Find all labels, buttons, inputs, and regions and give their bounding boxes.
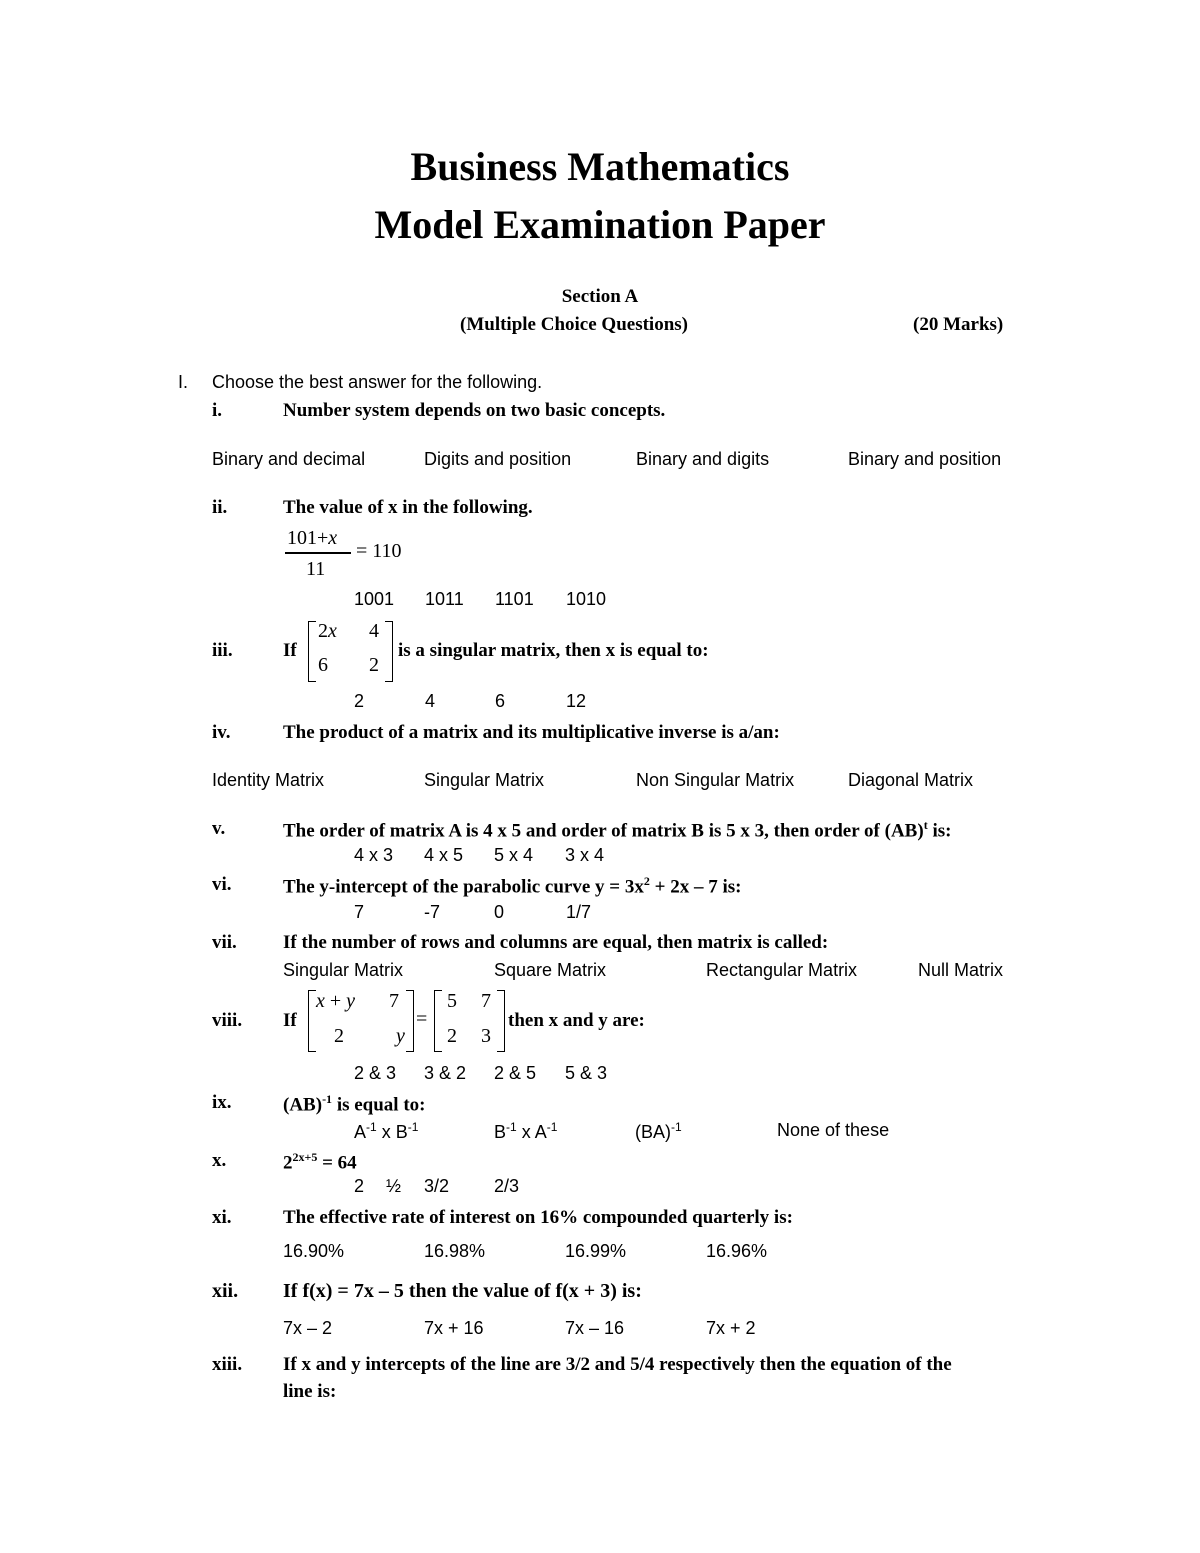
equals-sign: = bbox=[416, 1008, 428, 1030]
matrix-cell: 6 bbox=[318, 654, 328, 676]
question-prefix: If bbox=[283, 640, 297, 661]
option-mid: x A bbox=[516, 1122, 547, 1142]
matrix-right-bracket bbox=[497, 990, 505, 1052]
question-number: xi. bbox=[212, 1207, 232, 1228]
page-title-line1: Business Mathematics bbox=[410, 144, 790, 189]
option-base: A bbox=[354, 1122, 367, 1142]
question-text-main: The y-intercept of the parabolic curve y = 3x bbox=[283, 876, 644, 898]
question-text-end: = 64 bbox=[317, 1152, 357, 1174]
part-instruction: Choose the best answer for the following. bbox=[212, 372, 543, 392]
superscript: t bbox=[923, 818, 928, 832]
question-text-main: (AB) bbox=[283, 1094, 323, 1116]
option: Singular Matrix bbox=[283, 960, 404, 980]
option: 2 & 3 bbox=[354, 1063, 397, 1083]
question-number: i. bbox=[212, 400, 223, 421]
part-number: I. bbox=[178, 372, 189, 392]
option: Non Singular Matrix bbox=[636, 770, 795, 790]
option: 3 & 2 bbox=[424, 1063, 467, 1083]
option: 0 bbox=[494, 902, 505, 922]
page-title-line2: Model Examination Paper bbox=[374, 202, 826, 247]
fraction-denominator: 11 bbox=[306, 558, 326, 580]
option: 2/3 bbox=[494, 1176, 520, 1196]
option: 3 x 4 bbox=[565, 845, 605, 865]
option: Binary and decimal bbox=[212, 449, 366, 469]
matrix-cell bbox=[318, 620, 337, 643]
option: 16.90% bbox=[283, 1241, 345, 1261]
option bbox=[354, 1120, 418, 1143]
option: Square Matrix bbox=[494, 960, 607, 980]
option: 5 x 4 bbox=[494, 845, 534, 865]
question-text-end: + 2x – 7 is: bbox=[649, 876, 742, 898]
question-text-end: is equal to: bbox=[332, 1094, 426, 1116]
superscript: -1 bbox=[322, 1092, 333, 1106]
option: 7x – 16 bbox=[565, 1318, 625, 1338]
numerator-plus: + bbox=[317, 527, 329, 549]
question-text bbox=[283, 1092, 426, 1116]
matrix-variable: x bbox=[328, 620, 337, 642]
matrix-cell: 3 bbox=[481, 1025, 491, 1047]
option: ½ bbox=[386, 1176, 402, 1196]
question-text-main: The order of matrix A is 4 x 5 and order of matrix B is 5 x 3, then order of (AB) bbox=[283, 820, 924, 842]
matrix-right-bracket bbox=[385, 621, 393, 682]
matrix-right-bracket bbox=[406, 990, 414, 1052]
superscript: 2x+5 bbox=[292, 1150, 318, 1164]
option: 16.96% bbox=[706, 1241, 768, 1261]
option: Digits and position bbox=[424, 449, 572, 469]
option: 1/7 bbox=[566, 902, 592, 922]
option: 4 bbox=[425, 691, 436, 711]
option: Binary and digits bbox=[636, 449, 770, 469]
option: 2 bbox=[354, 1176, 365, 1196]
matrix-variable: y bbox=[346, 990, 356, 1012]
numerator-number: 101 bbox=[287, 527, 317, 549]
matrix-cell: 5 bbox=[447, 990, 457, 1012]
question-text: Number system depends on two basic concepts. bbox=[283, 400, 666, 421]
question-text-end: is: bbox=[927, 820, 952, 842]
question-text-main: 2 bbox=[283, 1152, 293, 1174]
matrix-variable: x bbox=[316, 990, 325, 1012]
superscript: 2 bbox=[643, 874, 650, 888]
option: 7x + 2 bbox=[706, 1318, 756, 1338]
option: Binary and position bbox=[848, 449, 1002, 469]
question-number: x. bbox=[212, 1150, 227, 1171]
option-mid: x B bbox=[376, 1122, 408, 1142]
option: 2 bbox=[354, 691, 365, 711]
option: Diagonal Matrix bbox=[848, 770, 974, 790]
option-base: (BA) bbox=[635, 1122, 671, 1142]
option: 6 bbox=[495, 691, 506, 711]
matrix-cell: 7 bbox=[389, 990, 399, 1012]
question-suffix: is a singular matrix, then x is equal to: bbox=[398, 640, 709, 661]
option bbox=[494, 1120, 557, 1143]
question-number: viii. bbox=[212, 1010, 243, 1031]
question-text: If f(x) = 7x – 5 then the value of f(x + 3) is: bbox=[283, 1280, 642, 1302]
option: 7x + 16 bbox=[424, 1318, 484, 1338]
matrix-left-bracket bbox=[308, 621, 316, 682]
question-text: The effective rate of interest on 16% compounded quarterly is: bbox=[283, 1207, 793, 1228]
fraction-bar bbox=[285, 552, 351, 554]
option: 16.99% bbox=[565, 1241, 627, 1261]
option: 5 & 3 bbox=[565, 1063, 608, 1083]
superscript: -1 bbox=[506, 1120, 517, 1134]
option: 4 x 3 bbox=[354, 845, 394, 865]
matrix-left-bracket bbox=[308, 990, 316, 1052]
option: -7 bbox=[424, 902, 441, 922]
question-number: v. bbox=[212, 818, 226, 839]
section-subtitle: (Multiple Choice Questions) bbox=[460, 314, 688, 335]
question-number: ix. bbox=[212, 1092, 232, 1113]
superscript: -1 bbox=[407, 1120, 419, 1134]
option: 16.98% bbox=[424, 1241, 486, 1261]
matrix-cell: 2 bbox=[369, 654, 379, 676]
question-number: ii. bbox=[212, 497, 228, 518]
matrix-cell: 2 bbox=[334, 1025, 344, 1047]
matrix-left-bracket bbox=[434, 990, 442, 1052]
question-number: vii. bbox=[212, 932, 237, 953]
option: Singular Matrix bbox=[424, 770, 545, 790]
question-text-line1: If x and y intercepts of the line are 3/2 and 5/4 respectively then the equation of the bbox=[283, 1354, 952, 1375]
matrix-cell: 4 bbox=[369, 620, 379, 642]
option: 1011 bbox=[425, 589, 464, 609]
superscript: -1 bbox=[671, 1120, 682, 1134]
option: 12 bbox=[566, 691, 587, 711]
option: 3/2 bbox=[424, 1176, 450, 1196]
option: 1101 bbox=[495, 589, 534, 609]
numerator-variable: x bbox=[328, 527, 338, 549]
question-number: xii. bbox=[212, 1280, 239, 1302]
superscript: -1 bbox=[366, 1120, 377, 1134]
fraction-numerator bbox=[287, 527, 337, 550]
option: 4 x 5 bbox=[424, 845, 464, 865]
matrix-cell bbox=[316, 990, 355, 1013]
superscript: -1 bbox=[546, 1120, 558, 1134]
question-number: iii. bbox=[212, 640, 233, 661]
option: 2 & 5 bbox=[494, 1063, 537, 1083]
matrix-coefficient: 2 bbox=[318, 620, 328, 642]
option: 1010 bbox=[566, 589, 607, 609]
question-text bbox=[283, 818, 951, 842]
option: 7 bbox=[354, 902, 365, 922]
equation-rhs: = 110 bbox=[356, 540, 402, 562]
question-prefix: If bbox=[283, 1010, 297, 1031]
matrix-operator: + bbox=[329, 990, 342, 1012]
question-suffix: then x and y are: bbox=[508, 1010, 645, 1031]
option: None of these bbox=[777, 1120, 890, 1140]
matrix-cell: 2 bbox=[447, 1025, 457, 1047]
option: Rectangular Matrix bbox=[706, 960, 858, 980]
question-text-line2: line is: bbox=[283, 1381, 337, 1402]
section-marks: (20 Marks) bbox=[913, 314, 1004, 335]
matrix-cell: y bbox=[396, 1025, 405, 1047]
section-name: Section A bbox=[561, 286, 639, 307]
question-text bbox=[283, 1150, 357, 1174]
question-text bbox=[283, 874, 741, 898]
question-text: If the number of rows and columns are equal, then matrix is called: bbox=[283, 932, 829, 953]
question-number: xiii. bbox=[212, 1354, 243, 1375]
option: Identity Matrix bbox=[212, 770, 325, 790]
option: 7x – 2 bbox=[283, 1318, 333, 1338]
matrix-cell: 7 bbox=[481, 990, 491, 1012]
option: Null Matrix bbox=[918, 960, 1004, 980]
option-base: B bbox=[494, 1122, 507, 1142]
option bbox=[635, 1120, 682, 1143]
option: 1001 bbox=[354, 589, 395, 609]
question-number: vi. bbox=[212, 874, 232, 895]
question-number: iv. bbox=[212, 722, 231, 743]
question-text: The value of x in the following. bbox=[283, 497, 533, 518]
question-text: The product of a matrix and its multiplicative inverse is a/an: bbox=[283, 722, 780, 743]
